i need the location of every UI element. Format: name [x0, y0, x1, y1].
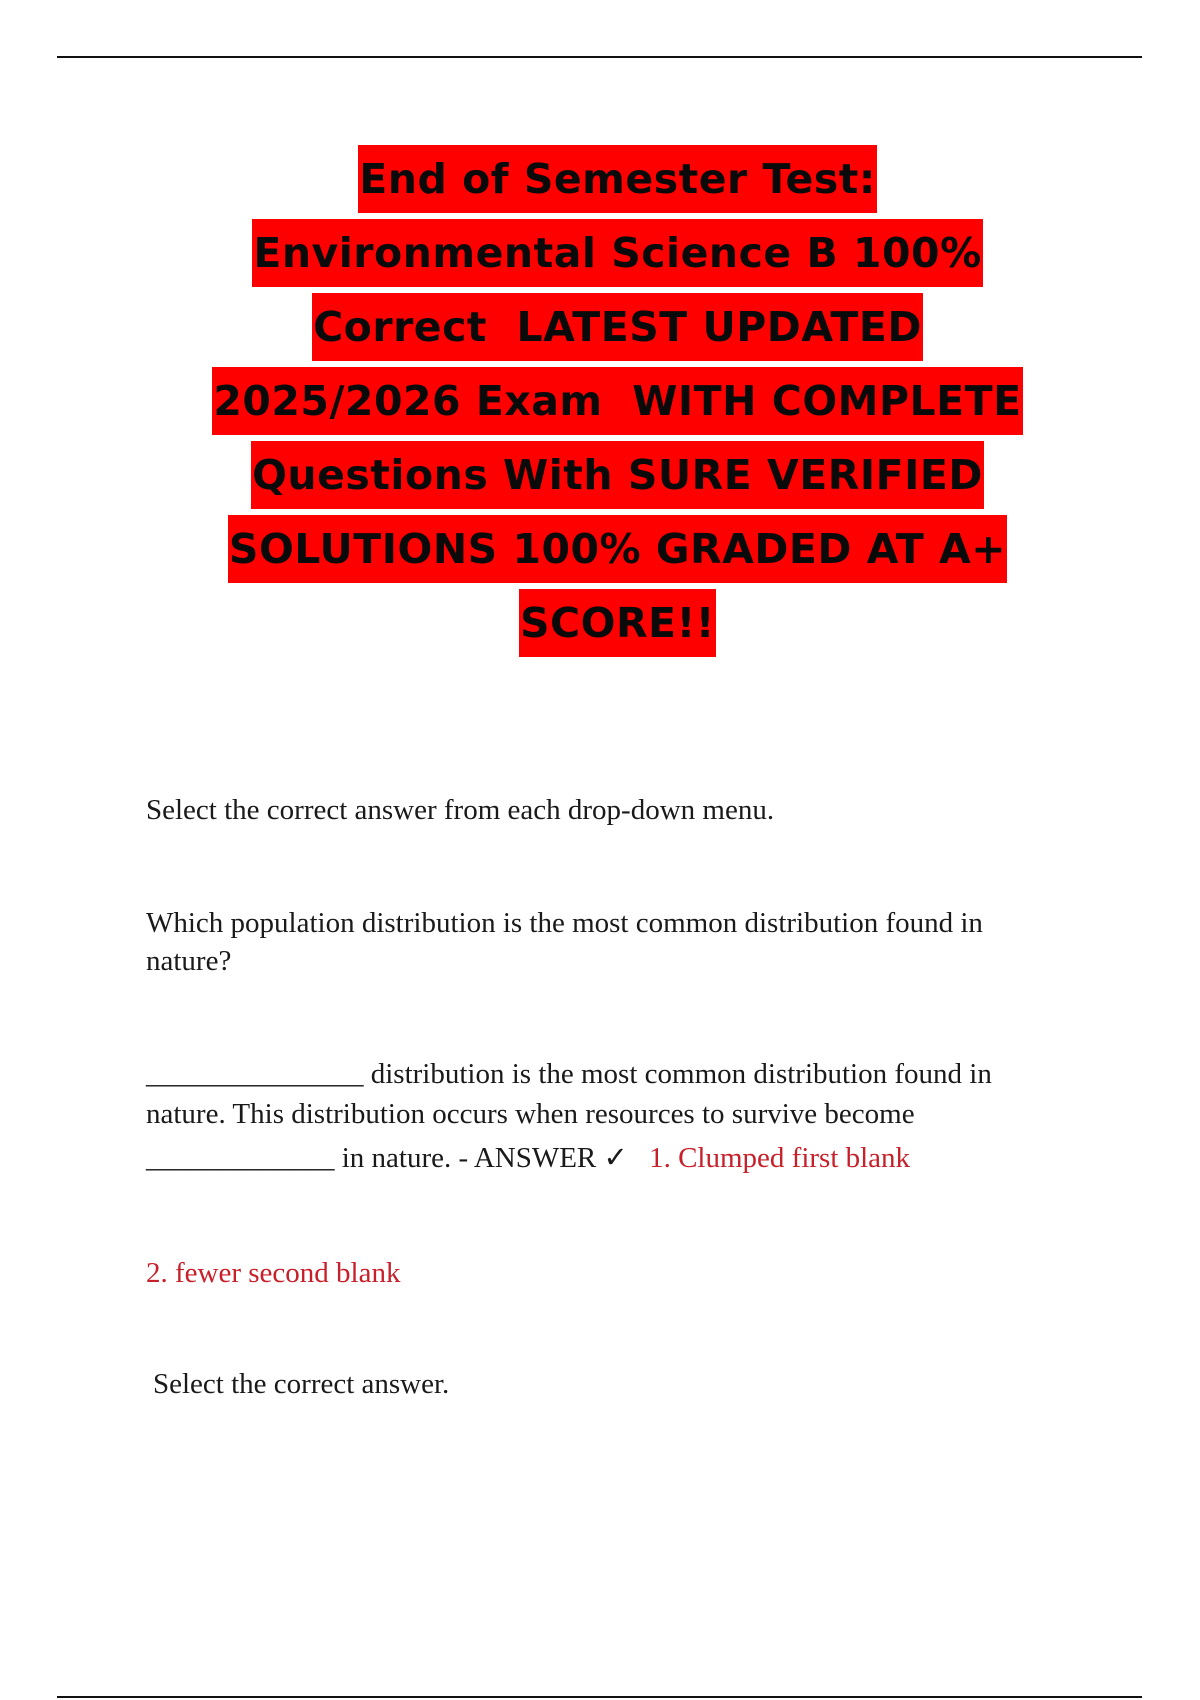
answer-1: 1. Clumped first blank — [649, 1142, 911, 1174]
statement-line-3 — [146, 1138, 910, 1178]
title-line-5: Questions With SURE VERIFIED — [251, 441, 984, 509]
title-line-2: Environmental Science B 100% — [252, 219, 982, 287]
instruction-dropdown: Select the correct answer from each drop-down menu. — [146, 794, 775, 826]
title-line-7: SCORE!! — [519, 589, 716, 657]
title-line-3: Correct LATEST UPDATED — [312, 293, 923, 361]
title-line-1: End of Semester Test: — [358, 145, 877, 213]
statement-line-3-prefix: _____________ in nature. - ANSWER ✓ — [146, 1142, 628, 1174]
bottom-rule — [57, 1696, 1142, 1698]
top-rule — [57, 56, 1142, 58]
statement-line-2: nature. This distribution occurs when resources to survive become — [146, 1098, 915, 1130]
title-line-4: 2025/2026 Exam WITH COMPLETE — [212, 367, 1022, 435]
title-line-6: SOLUTIONS 100% GRADED AT A+ — [228, 515, 1007, 583]
question-line-1: Which population distribution is the most common distribution found in — [146, 907, 983, 939]
statement-line-1: _______________ distribution is the most common distribution found in — [146, 1058, 992, 1090]
document-title — [0, 145, 1200, 663]
answer-2: 2. fewer second blank — [146, 1257, 401, 1289]
instruction-select: Select the correct answer. — [153, 1368, 450, 1400]
question-line-2: nature? — [146, 945, 232, 977]
